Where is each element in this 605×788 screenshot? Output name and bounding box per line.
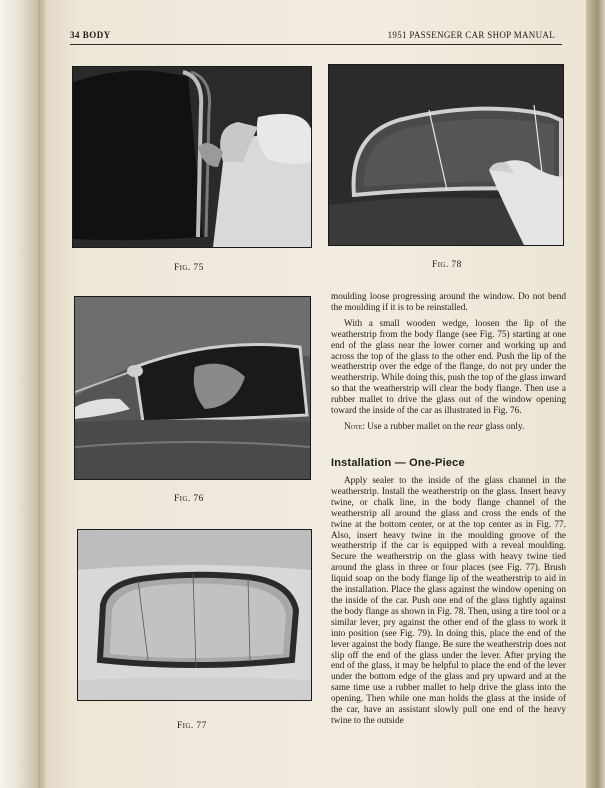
figure-75-caption: Fig. 75 — [174, 263, 204, 273]
section-heading: Installation — One-Piece — [331, 457, 465, 469]
figure-78-caption: Fig. 78 — [432, 260, 462, 270]
body-text-lower — [331, 476, 566, 727]
figure-76-caption: Fig. 76 — [174, 494, 204, 504]
figure-75-photo — [73, 67, 311, 247]
paragraph-3: Apply sealer to the inside of the glass channel in the weatherstrip. Install the weatherstrip on the glass. Insert heavy twine, or chalk line, in the body flange channel of the weatherstrip all around the glass and cross the ends of the twine at the bottom center, or at the top center as in Fig. 77. Also, insert heavy twine in the moulding groove of the weatherstrip if the car is equipped with a reveal moulding. Secure the weatherstrip on the glass with heavy twine tied around the glass in three or four places (see Fig. 77). Brush liquid soap on the body flange lip of the weatherstrip to aid in the installation. Place the glass against the window opening on the inside of the car. Push one end of the glass tightly against the body flange as shown in Fig. 78. Then, using a tire tool or a similar lever, pry against the other end of the glass to work it into position (see Fig. 79). In doing this, place the end of the lever against the body flange. Be sure the weatherstrip does not slip off the end of the glass under the lever. After prying the end of the glass, it may be helpful to place the end of the lever under the bottom edge of the glass and pry upward and at the same time use a rubber mallet to help drive the glass into the opening. Then while one man holds the glass at the inside of the car, have an assistant slowly pull one end of the heavy twine to the outside — [331, 476, 566, 726]
binding-edge — [38, 0, 46, 788]
note-end: glass only. — [485, 421, 525, 432]
running-title: 1951 PASSENGER CAR SHOP MANUAL — [387, 30, 555, 40]
figure-76-photo — [75, 297, 310, 479]
note-label: Note: — [344, 421, 365, 432]
paragraph-1: moulding loose progressing around the window. Do not bend the moulding if it is to be reinstalled. — [331, 292, 566, 313]
page-edge-shadow — [586, 0, 605, 788]
figure-77-caption: Fig. 77 — [177, 721, 207, 731]
note-body: Use a rubber mallet on the — [367, 421, 466, 432]
note-paragraph — [331, 422, 566, 433]
figure-77-photo — [78, 530, 311, 700]
figure-78-photo — [329, 65, 563, 245]
header-rule — [70, 44, 562, 45]
paragraph-2: With a small wooden wedge, loosen the lip of the weatherstrip from the body flange (see Fig. 75) starting at one end of the glass near the lower corner and working up and across the top of the glass to the other end. Push the lip of the weatherstrip over the edge of the flange, do not pry under the weatherstrip. While doing this, push the top of the glass inward so that the weatherstrip will clear the body flange. Then use a rubber mallet to drive the glass out of the window opening toward the inside of the car as illustrated in Fig. 76. — [331, 318, 566, 417]
body-text-upper — [331, 292, 566, 433]
page-number-section: 34 BODY — [70, 30, 111, 40]
note-emphasis: rear — [467, 421, 484, 432]
